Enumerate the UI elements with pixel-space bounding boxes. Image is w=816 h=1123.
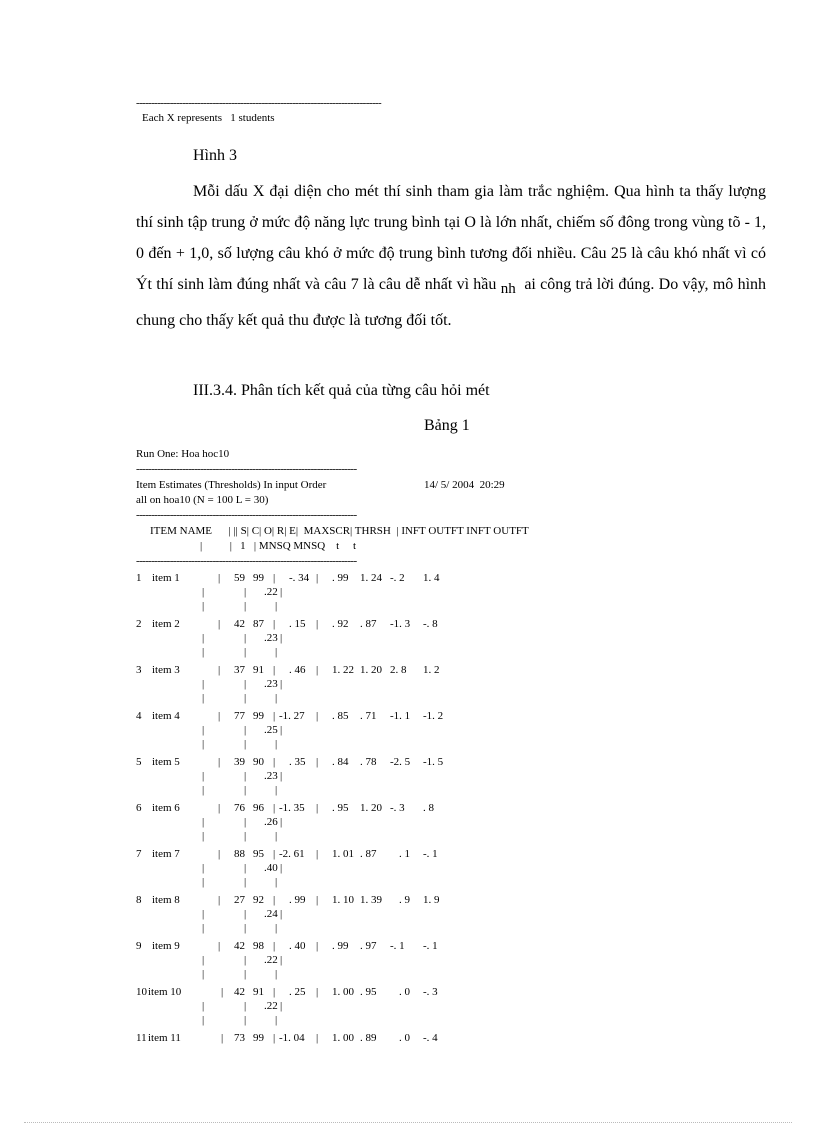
item-outfit-mnsq: 1. 24	[360, 572, 382, 584]
item-error: .24	[264, 908, 278, 920]
item-name: item 1	[152, 572, 180, 584]
column-separator: |	[202, 738, 205, 750]
item-error: .26	[264, 816, 278, 828]
item-error: .23	[264, 678, 278, 690]
rule-1: ------------------------------------------------------------------------	[136, 463, 357, 475]
column-separator: |	[202, 770, 205, 782]
item-outfit-mnsq: 1. 20	[360, 802, 382, 814]
column-separator: |	[275, 922, 278, 934]
item-infit-t: . 0	[399, 1032, 410, 1044]
column-separator: |	[244, 784, 247, 796]
item-infit-mnsq: 1. 22	[332, 664, 354, 676]
column-separator: |	[218, 572, 221, 584]
column-separator: |	[218, 710, 221, 722]
column-separator: |	[218, 894, 221, 906]
item-outfit-t: -. 4	[423, 1032, 438, 1044]
item-threshold: . 35	[289, 756, 306, 768]
column-separator: |	[218, 664, 221, 676]
item-threshold: -2. 61	[279, 848, 305, 860]
column-separator: |	[244, 724, 247, 736]
item-infit-mnsq: . 99	[332, 572, 349, 584]
item-outfit-mnsq: . 87	[360, 848, 377, 860]
item-infit-mnsq: 1. 00	[332, 986, 354, 998]
item-outfit-mnsq: 1. 20	[360, 664, 382, 676]
column-separator: |	[273, 756, 276, 768]
item-threshold: -1. 27	[279, 710, 305, 722]
column-separator: |	[280, 954, 283, 966]
item-outfit-mnsq: . 89	[360, 1032, 377, 1044]
column-separator: |	[280, 632, 283, 644]
column-separator: |	[275, 692, 278, 704]
column-separator: |	[244, 830, 247, 842]
item-outfit-t: -1. 2	[423, 710, 444, 722]
item-number: 9	[136, 940, 142, 952]
column-separator: |	[273, 894, 276, 906]
item-infit-mnsq: 1. 01	[332, 848, 354, 860]
item-threshold: . 25	[289, 986, 306, 998]
all-on-line: all on hoa10 (N = 100 L = 30)	[136, 494, 269, 506]
item-infit-t: -1. 3	[390, 618, 411, 630]
column-separator: |	[280, 586, 283, 598]
item-outfit-mnsq: 1. 39	[360, 894, 382, 906]
column-separator: |	[280, 770, 283, 782]
item-number: 4	[136, 710, 142, 722]
column-separator: |	[275, 600, 278, 612]
item-infit-t: 2. 8	[390, 664, 407, 676]
column-separator: |	[244, 600, 247, 612]
column-separator: |	[273, 1032, 276, 1044]
column-separator: |	[273, 848, 276, 860]
column-header-2: | | 1 | MNSQ MNSQ t t	[200, 540, 357, 552]
column-separator: |	[273, 572, 276, 584]
table-caption: Bảng 1	[424, 417, 470, 434]
column-separator: |	[280, 724, 283, 736]
item-number: 8	[136, 894, 142, 906]
column-separator: |	[280, 678, 283, 690]
item-outfit-t: . 8	[423, 802, 434, 814]
item-name: item 6	[152, 802, 180, 814]
item-name: item 7	[152, 848, 180, 860]
item-infit-mnsq: . 85	[332, 710, 349, 722]
item-outfit-t: 1. 4	[423, 572, 440, 584]
column-separator: |	[244, 646, 247, 658]
column-separator: |	[280, 862, 283, 874]
item-infit-mnsq: . 92	[332, 618, 349, 630]
item-infit-t: -1. 1	[390, 710, 411, 722]
column-separator: |	[244, 954, 247, 966]
item-threshold: -1. 35	[279, 802, 305, 814]
item-error: .25	[264, 724, 278, 736]
column-separator: |	[202, 968, 205, 980]
estimates-title: Item Estimates (Thresholds) In input Order	[136, 479, 327, 491]
paragraph-part-1: Mỗi dấu X đại diện cho mét thí sinh tham gia làm trắc nghiệm. Qua hình ta thấy lượng thí sinh tập trung ở mức độ năng lực trung bình tại O là lớn nhất, chiếm số đông trong vùng tõ - 1, 0 đến + 1,0, số lượng câu khó ở mức độ trung bình tương đối nhiều. Câu 25 là câu khó nhất vì có Ýt thí sinh làm đúng nhất và câu 7 là câu dễ nhất vì hầu	[136, 183, 766, 293]
item-outfit-mnsq: . 87	[360, 618, 377, 630]
item-name: item 5	[152, 756, 180, 768]
item-outfit-t: -1. 5	[423, 756, 444, 768]
column-separator: |	[244, 692, 247, 704]
column-separator: |	[244, 586, 247, 598]
column-separator: |	[218, 802, 221, 814]
column-separator: |	[273, 986, 276, 998]
column-separator: |	[218, 618, 221, 630]
column-separator: |	[316, 848, 319, 860]
column-separator: |	[202, 1014, 205, 1026]
item-infit-t: -. 3	[390, 802, 405, 814]
item-outfit-t: 1. 2	[423, 664, 440, 676]
item-score: 77	[234, 710, 245, 722]
item-infit-t: . 1	[399, 848, 410, 860]
column-separator: |	[202, 816, 205, 828]
item-count: 90	[253, 756, 264, 768]
column-separator: |	[202, 678, 205, 690]
item-number: 3	[136, 664, 142, 676]
column-separator: |	[275, 738, 278, 750]
item-number: 1	[136, 572, 142, 584]
figure-caption: Hình 3	[193, 147, 237, 164]
column-separator: |	[273, 802, 276, 814]
rule-2: ------------------------------------------------------------------------	[136, 509, 357, 521]
each-x-note: Each X represents 1 students	[142, 112, 275, 124]
item-name: item 3	[152, 664, 180, 676]
section-heading: III.3.4. Phân tích kết quả của từng câu hỏi mét	[193, 382, 490, 399]
column-separator: |	[244, 738, 247, 750]
column-separator: |	[202, 692, 205, 704]
column-separator: |	[280, 1000, 283, 1012]
column-separator: |	[275, 646, 278, 658]
rule-3: ------------------------------------------------------------------------	[136, 555, 357, 567]
column-separator: |	[316, 756, 319, 768]
column-separator: |	[280, 816, 283, 828]
column-separator: |	[218, 756, 221, 768]
item-name: item 4	[152, 710, 180, 722]
column-separator: |	[316, 986, 319, 998]
item-score: 76	[234, 802, 245, 814]
column-separator: |	[202, 922, 205, 934]
column-separator: |	[316, 940, 319, 952]
column-separator: |	[316, 1032, 319, 1044]
item-error: .22	[264, 1000, 278, 1012]
column-separator: |	[273, 618, 276, 630]
item-count: 87	[253, 618, 264, 630]
item-threshold: . 40	[289, 940, 306, 952]
column-separator: |	[202, 600, 205, 612]
column-separator: |	[316, 710, 319, 722]
item-count: 91	[253, 664, 264, 676]
item-threshold: -1. 04	[279, 1032, 305, 1044]
item-outfit-t: -. 1	[423, 940, 438, 952]
column-separator: |	[221, 986, 224, 998]
item-number: 10	[136, 986, 147, 998]
item-number: 5	[136, 756, 142, 768]
item-name: item 11	[148, 1032, 181, 1044]
column-separator: |	[316, 802, 319, 814]
top-dash-line: --------------------------------------------------------------------------------	[136, 97, 382, 109]
item-infit-t: . 9	[399, 894, 410, 906]
item-outfit-t: -. 1	[423, 848, 438, 860]
column-separator: |	[202, 646, 205, 658]
item-error: .40	[264, 862, 278, 874]
column-separator: |	[316, 664, 319, 676]
item-score: 39	[234, 756, 245, 768]
item-score: 42	[234, 986, 245, 998]
column-separator: |	[202, 876, 205, 888]
item-name: item 8	[152, 894, 180, 906]
column-separator: |	[202, 830, 205, 842]
item-score: 27	[234, 894, 245, 906]
item-score: 73	[234, 1032, 245, 1044]
run-title: Run One: Hoa hoc10	[136, 448, 230, 460]
item-count: 96	[253, 802, 264, 814]
column-separator: |	[275, 1014, 278, 1026]
column-separator: |	[316, 618, 319, 630]
column-separator: |	[275, 968, 278, 980]
item-count: 92	[253, 894, 264, 906]
item-infit-mnsq: . 99	[332, 940, 349, 952]
column-separator: |	[202, 954, 205, 966]
item-score: 88	[234, 848, 245, 860]
item-infit-mnsq: . 95	[332, 802, 349, 814]
item-error: .22	[264, 586, 278, 598]
column-separator: |	[275, 830, 278, 842]
item-infit-mnsq: . 84	[332, 756, 349, 768]
item-infit-t: -. 2	[390, 572, 405, 584]
column-separator: |	[244, 816, 247, 828]
item-number: 2	[136, 618, 142, 630]
column-separator: |	[202, 586, 205, 598]
column-separator: |	[202, 1000, 205, 1012]
item-threshold: . 99	[289, 894, 306, 906]
item-count: 95	[253, 848, 264, 860]
column-separator: |	[202, 862, 205, 874]
column-separator: |	[244, 862, 247, 874]
item-threshold: . 15	[289, 618, 306, 630]
item-score: 37	[234, 664, 245, 676]
item-score: 59	[234, 572, 245, 584]
column-separator: |	[244, 770, 247, 782]
timestamp: 14/ 5/ 2004 20:29	[424, 479, 505, 491]
column-separator: |	[244, 1014, 247, 1026]
item-infit-t: . 0	[399, 986, 410, 998]
item-infit-t: -2. 5	[390, 756, 411, 768]
item-infit-mnsq: 1. 00	[332, 1032, 354, 1044]
body-paragraph	[136, 176, 766, 336]
column-separator: |	[316, 572, 319, 584]
item-threshold: -. 34	[289, 572, 310, 584]
item-number: 6	[136, 802, 142, 814]
item-count: 98	[253, 940, 264, 952]
item-name: item 9	[152, 940, 180, 952]
column-separator: |	[244, 922, 247, 934]
item-name: item 10	[148, 986, 182, 998]
item-count: 99	[253, 572, 264, 584]
item-error: .23	[264, 632, 278, 644]
column-separator: |	[275, 876, 278, 888]
paragraph-part-2: ai công trả lời đúng. Do vậy, mô hình chung cho thấy kết quả thu được là tương đối tốt.	[136, 276, 767, 330]
column-separator: |	[202, 784, 205, 796]
item-outfit-t: 1. 9	[423, 894, 440, 906]
column-separator: |	[280, 908, 283, 920]
item-count: 99	[253, 1032, 264, 1044]
column-separator: |	[244, 968, 247, 980]
item-number: 11	[136, 1032, 147, 1044]
item-outfit-mnsq: . 95	[360, 986, 377, 998]
item-error: .23	[264, 770, 278, 782]
column-separator: |	[273, 664, 276, 676]
item-infit-t: -. 1	[390, 940, 405, 952]
item-score: 42	[234, 618, 245, 630]
paragraph-text	[136, 176, 766, 336]
item-outfit-mnsq: . 97	[360, 940, 377, 952]
column-header-1: ITEM NAME | || S| C| O| R| E| MAXSCR| THRSH | INFT OUTFT INFT OUTFT	[150, 525, 529, 537]
column-separator: |	[202, 724, 205, 736]
item-name: item 2	[152, 618, 180, 630]
column-separator: |	[244, 632, 247, 644]
item-outfit-t: -. 8	[423, 618, 438, 630]
column-separator: |	[244, 1000, 247, 1012]
item-outfit-t: -. 3	[423, 986, 438, 998]
column-separator: |	[273, 940, 276, 952]
column-separator: |	[221, 1032, 224, 1044]
paragraph-subscript: nh	[500, 281, 516, 298]
column-separator: |	[244, 908, 247, 920]
item-error: .22	[264, 954, 278, 966]
item-score: 42	[234, 940, 245, 952]
column-separator: |	[244, 876, 247, 888]
item-infit-mnsq: 1. 10	[332, 894, 354, 906]
column-separator: |	[275, 784, 278, 796]
item-count: 91	[253, 986, 264, 998]
column-separator: |	[218, 940, 221, 952]
column-separator: |	[202, 908, 205, 920]
column-separator: |	[202, 632, 205, 644]
item-number: 7	[136, 848, 142, 860]
column-separator: |	[273, 710, 276, 722]
column-separator: |	[218, 848, 221, 860]
column-separator: |	[316, 894, 319, 906]
item-threshold: . 46	[289, 664, 306, 676]
item-outfit-mnsq: . 71	[360, 710, 377, 722]
column-separator: |	[244, 678, 247, 690]
item-outfit-mnsq: . 78	[360, 756, 377, 768]
item-count: 99	[253, 710, 264, 722]
